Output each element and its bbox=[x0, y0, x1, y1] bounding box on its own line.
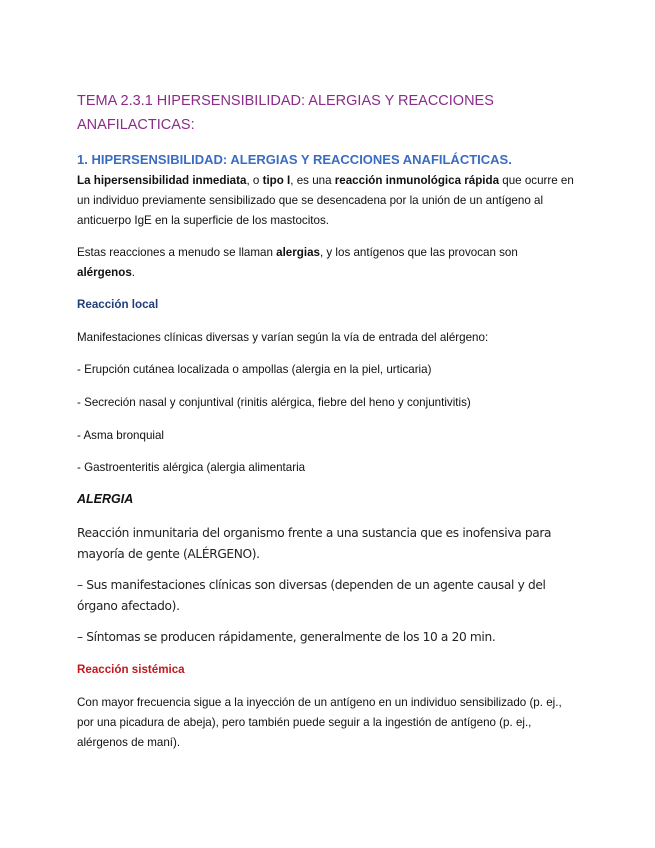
list-item: - Gastroenteritis alérgica (alergia alimentaria bbox=[77, 461, 306, 474]
list-item: - Secreción nasal y conjuntival (rinitis alérgica, fiebre del heno y conjuntivitis) bbox=[77, 396, 471, 409]
page-title: TEMA 2.3.1 HIPERSENSIBILIDAD: ALERGIAS Y REACCIONES ANAFILACTICAS: bbox=[77, 93, 494, 133]
section-heading-hipersensibilidad: 1. HIPERSENSIBILIDAD: ALERGIAS Y REACCIONES ANAFILÁCTICAS. bbox=[77, 152, 512, 167]
bold-term: tipo I bbox=[262, 174, 291, 187]
heading-alergia: ALERGIA bbox=[77, 492, 134, 506]
paragraph-alergia-sintomas: – Síntomas se producen rápidamente, generalmente de los 10 a 20 min. bbox=[77, 630, 496, 644]
bold-term: reacción inmunológica rápida bbox=[334, 174, 500, 187]
text-run: , o bbox=[246, 174, 263, 187]
paragraph-manifestaciones: Manifestaciones clínicas diversas y varían según la vía de entrada del alérgeno: bbox=[77, 331, 489, 344]
list-item: - Erupción cutánea localizada o ampollas (alergia en la piel, urticaria) bbox=[77, 363, 432, 376]
paragraph-alergias bbox=[77, 243, 577, 283]
text-run: . bbox=[131, 266, 136, 279]
text-run: que ocurre en un individuo previamente sensibilizado que se desencadena por la unión de un antígeno al anticuerpo IgE en la superficie de los mastocitos. bbox=[77, 174, 574, 227]
list-item: - Asma bronquial bbox=[77, 429, 164, 442]
subheading-reaccion-local: Reacción local bbox=[77, 298, 159, 311]
bold-term: alergias bbox=[276, 246, 320, 259]
bold-term: La hipersensibilidad inmediata bbox=[77, 174, 247, 187]
text-run: , y los antígenos que las provocan son bbox=[319, 246, 518, 259]
paragraph-alergia-manifestaciones: – Sus manifestaciones clínicas son diversas (dependen de un agente causal y del órgano afectado). bbox=[77, 578, 546, 613]
text-run: , es una bbox=[290, 174, 335, 187]
bold-term: alérgenos bbox=[77, 266, 132, 279]
subheading-reaccion-sistemica: Reacción sistémica bbox=[77, 663, 185, 676]
paragraph-sistemica: Con mayor frecuencia sigue a la inyección de un antígeno en un individuo sensibilizado (p. ej., por una picadura de abeja), pero también puede seguir a la ingestión de antígeno (p. ej., alérgenos de maní). bbox=[77, 696, 562, 749]
text-run: Estas reacciones a menudo se llaman bbox=[77, 246, 277, 259]
paragraph-definition bbox=[77, 171, 577, 231]
paragraph-alergia-definition: Reacción inmunitaria del organismo frente a una sustancia que es inofensiva para mayoría de gente (ALÉRGENO). bbox=[77, 526, 552, 561]
